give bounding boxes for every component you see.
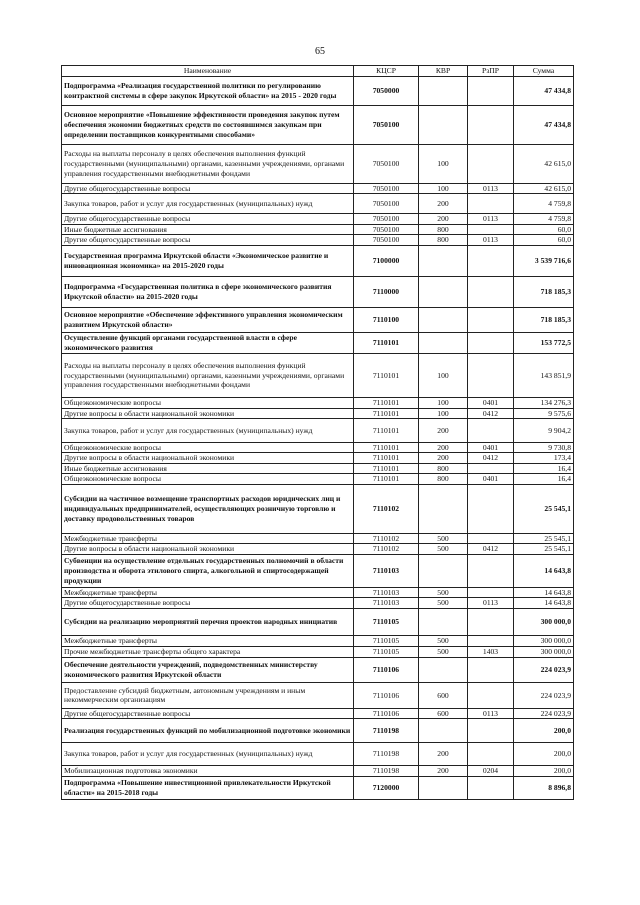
row-sum-cell: 200,0 (514, 742, 574, 766)
row-kvr-cell (419, 308, 468, 333)
row-rzpr-cell (468, 554, 514, 587)
row-rzpr-cell: 0412 (468, 408, 514, 419)
row-name-cell: Прочие межбюджетные трансферты общего характера (62, 647, 354, 658)
table-row (62, 194, 574, 214)
row-name-cell: Иные бюджетные ассигнования (62, 224, 354, 235)
table-body (62, 76, 574, 800)
row-name-cell: Подпрограмма «Государственная политика в сфере экономического развития Иркутской области» на 2015-2020 годы (62, 276, 354, 307)
column-header-rzpr: РзПР (468, 66, 514, 77)
row-name-cell: Реализация государственных функций по мобилизационной подготовке экономики (62, 719, 354, 743)
table-row (62, 485, 574, 534)
row-rzpr-cell (468, 144, 514, 183)
row-name-cell: Субсидии на частичное возмещение транспортных расходов юридических лиц и индивидуальных предпринимателей, осуществляющих розничную торговлю и доставку продовольственных товаров (62, 485, 354, 534)
row-rzpr-cell (468, 194, 514, 214)
row-kvr-cell (419, 609, 468, 636)
table-row (62, 332, 574, 354)
row-kvr-cell: 500 (419, 636, 468, 647)
row-rzpr-cell (468, 657, 514, 682)
row-kvr-cell (419, 776, 468, 800)
row-kcsr-cell: 7110103 (354, 587, 419, 598)
column-header-sum: Сумма (514, 66, 574, 77)
row-kcsr-cell: 7110101 (354, 408, 419, 419)
row-rzpr-cell (468, 308, 514, 333)
row-rzpr-cell: 0113 (468, 235, 514, 246)
row-kcsr-cell: 7110106 (354, 683, 419, 708)
row-sum-cell: 224 023,9 (514, 683, 574, 708)
row-kvr-cell: 200 (419, 419, 468, 443)
row-rzpr-cell (468, 105, 514, 144)
row-sum-cell: 300 000,0 (514, 609, 574, 636)
table-row (62, 719, 574, 743)
row-rzpr-cell (468, 76, 514, 105)
row-rzpr-cell: 0113 (468, 183, 514, 194)
table-row (62, 453, 574, 464)
row-kvr-cell: 800 (419, 224, 468, 235)
row-sum-cell: 300 000,0 (514, 636, 574, 647)
row-kvr-cell: 500 (419, 647, 468, 658)
row-sum-cell: 9 575,6 (514, 408, 574, 419)
row-rzpr-cell: 1403 (468, 647, 514, 658)
row-sum-cell: 143 851,9 (514, 354, 574, 398)
table-row (62, 708, 574, 719)
table-row (62, 647, 574, 658)
row-kcsr-cell: 7110101 (354, 463, 419, 474)
row-name-cell: Другие общегосударственные вопросы (62, 213, 354, 224)
table-header-row (62, 66, 574, 77)
table-row (62, 598, 574, 609)
row-kcsr-cell: 7110103 (354, 598, 419, 609)
row-kvr-cell (419, 76, 468, 105)
row-sum-cell: 25 545,1 (514, 544, 574, 555)
row-rzpr-cell (468, 776, 514, 800)
row-kvr-cell: 200 (419, 766, 468, 777)
row-kcsr-cell: 7050100 (354, 144, 419, 183)
row-kcsr-cell: 7050100 (354, 194, 419, 214)
page-number: 65 (315, 46, 325, 57)
row-name-cell: Общеэкономические вопросы (62, 397, 354, 408)
row-sum-cell: 200,0 (514, 766, 574, 777)
row-sum-cell: 9 730,8 (514, 442, 574, 453)
row-kcsr-cell: 7110101 (354, 453, 419, 464)
row-sum-cell: 153 772,5 (514, 332, 574, 354)
row-kvr-cell (419, 245, 468, 276)
row-name-cell: Закупка товаров, работ и услуг для государственных (муниципальных) нужд (62, 742, 354, 766)
row-sum-cell: 16,4 (514, 463, 574, 474)
row-sum-cell: 14 643,8 (514, 598, 574, 609)
row-kcsr-cell: 7110198 (354, 719, 419, 743)
row-kcsr-cell: 7110101 (354, 419, 419, 443)
table-row (62, 474, 574, 485)
row-rzpr-cell: 0401 (468, 397, 514, 408)
row-kcsr-cell: 7110102 (354, 544, 419, 555)
row-kcsr-cell: 7110106 (354, 708, 419, 719)
row-rzpr-cell (468, 719, 514, 743)
row-sum-cell: 173,4 (514, 453, 574, 464)
row-kvr-cell: 800 (419, 474, 468, 485)
table-row (62, 276, 574, 307)
row-kvr-cell: 500 (419, 598, 468, 609)
row-sum-cell: 224 023,9 (514, 708, 574, 719)
row-kcsr-cell: 7110105 (354, 647, 419, 658)
row-name-cell: Общеэкономические вопросы (62, 474, 354, 485)
row-rzpr-cell: 0113 (468, 598, 514, 609)
row-kvr-cell (419, 657, 468, 682)
row-kvr-cell: 100 (419, 397, 468, 408)
row-sum-cell: 14 643,8 (514, 587, 574, 598)
table-row (62, 609, 574, 636)
row-sum-cell: 300 000,0 (514, 647, 574, 658)
row-name-cell: Мобилизационная подготовка экономики (62, 766, 354, 777)
row-name-cell: Расходы на выплаты персоналу в целях обеспечения выполнения функций государственными (муниципальными) органами, казенными учреждениями, органами управления государственными внебюджетными фондами (62, 144, 354, 183)
row-rzpr-cell (468, 276, 514, 307)
row-kcsr-cell: 7050000 (354, 76, 419, 105)
row-kcsr-cell: 7110106 (354, 657, 419, 682)
row-name-cell: Другие общегосударственные вопросы (62, 235, 354, 246)
row-kcsr-cell: 7110101 (354, 397, 419, 408)
row-kcsr-cell: 7120000 (354, 776, 419, 800)
row-name-cell: Субвенции на осуществление отдельных государственных полномочий в области производства и оборота этилового спирта, алкогольной и спиртосодержащей продукции (62, 554, 354, 587)
column-header-name: Наименование (62, 66, 354, 77)
row-kcsr-cell: 7110105 (354, 636, 419, 647)
row-name-cell: Другие вопросы в области национальной экономики (62, 544, 354, 555)
row-rzpr-cell: 0113 (468, 213, 514, 224)
row-name-cell: Другие общегосударственные вопросы (62, 183, 354, 194)
row-name-cell: Закупка товаров, работ и услуг для государственных (муниципальных) нужд (62, 419, 354, 443)
row-name-cell: Иные бюджетные ассигнования (62, 463, 354, 474)
row-kvr-cell: 200 (419, 194, 468, 214)
row-sum-cell: 14 643,8 (514, 554, 574, 587)
row-sum-cell: 3 539 716,6 (514, 245, 574, 276)
row-rzpr-cell (468, 636, 514, 647)
row-name-cell: Субсидии на реализацию мероприятий перечня проектов народных инициатив (62, 609, 354, 636)
row-name-cell: Предоставление субсидий бюджетным, автономным учреждениям и иным некоммерческим организациям (62, 683, 354, 708)
table-row (62, 76, 574, 105)
row-kcsr-cell: 7110101 (354, 354, 419, 398)
row-rzpr-cell: 0204 (468, 766, 514, 777)
table-row (62, 397, 574, 408)
row-kcsr-cell: 7110101 (354, 474, 419, 485)
row-kvr-cell (419, 719, 468, 743)
row-sum-cell: 25 545,1 (514, 533, 574, 544)
row-kvr-cell (419, 485, 468, 534)
row-kvr-cell (419, 276, 468, 307)
table-row (62, 742, 574, 766)
table-row (62, 463, 574, 474)
table-row (62, 183, 574, 194)
table-row (62, 224, 574, 235)
row-name-cell: Межбюджетные трансферты (62, 587, 354, 598)
row-rzpr-cell (468, 463, 514, 474)
row-rzpr-cell (468, 609, 514, 636)
row-kcsr-cell: 7110101 (354, 332, 419, 354)
row-rzpr-cell (468, 332, 514, 354)
row-sum-cell: 47 434,8 (514, 105, 574, 144)
row-sum-cell: 25 545,1 (514, 485, 574, 534)
row-rzpr-cell (468, 485, 514, 534)
row-rzpr-cell: 0412 (468, 544, 514, 555)
row-name-cell: Основное мероприятие «Обеспечение эффективного управления экономическим развитием Иркутской области» (62, 308, 354, 333)
row-rzpr-cell (468, 224, 514, 235)
row-sum-cell: 4 759,8 (514, 194, 574, 214)
table-row (62, 442, 574, 453)
row-name-cell: Общеэкономические вопросы (62, 442, 354, 453)
row-kvr-cell: 100 (419, 354, 468, 398)
row-kvr-cell: 500 (419, 587, 468, 598)
table-row (62, 245, 574, 276)
table-row (62, 408, 574, 419)
budget-table (61, 65, 574, 800)
row-sum-cell: 42 615,0 (514, 183, 574, 194)
table-row (62, 544, 574, 555)
row-name-cell: Подпрограмма «Реализация государственной политики по регулированию контрактной системы в сфере закупок Иркутской области» на 2015 - 2020 годы (62, 76, 354, 105)
row-sum-cell: 4 759,8 (514, 213, 574, 224)
row-kcsr-cell: 7050100 (354, 235, 419, 246)
row-sum-cell: 60,0 (514, 224, 574, 235)
row-kvr-cell: 100 (419, 183, 468, 194)
row-rzpr-cell (468, 742, 514, 766)
row-sum-cell: 16,4 (514, 474, 574, 485)
row-name-cell: Расходы на выплаты персоналу в целях обеспечения выполнения функций государственными (муниципальными) органами, казенными учреждениями, органами управления государственными внебюджетными фондами (62, 354, 354, 398)
row-sum-cell: 8 896,8 (514, 776, 574, 800)
row-kvr-cell (419, 554, 468, 587)
row-sum-cell: 42 615,0 (514, 144, 574, 183)
table-row (62, 766, 574, 777)
row-rzpr-cell (468, 533, 514, 544)
table-row (62, 554, 574, 587)
row-kcsr-cell: 7110198 (354, 766, 419, 777)
row-kcsr-cell: 7110103 (354, 554, 419, 587)
row-kcsr-cell: 7050100 (354, 105, 419, 144)
row-kvr-cell: 600 (419, 683, 468, 708)
table-row (62, 213, 574, 224)
row-name-cell: Государственная программа Иркутской области «Экономическое развитие и инновационная экономика» на 2015-2020 годы (62, 245, 354, 276)
row-name-cell: Другие общегосударственные вопросы (62, 598, 354, 609)
column-header-kcsr: КЦСР (354, 66, 419, 77)
column-header-kvr: КВР (419, 66, 468, 77)
row-sum-cell: 134 276,3 (514, 397, 574, 408)
row-sum-cell: 9 904,2 (514, 419, 574, 443)
row-rzpr-cell: 0401 (468, 442, 514, 453)
table-row (62, 657, 574, 682)
row-kvr-cell: 200 (419, 442, 468, 453)
row-kcsr-cell: 7110102 (354, 533, 419, 544)
row-kvr-cell: 100 (419, 408, 468, 419)
row-kcsr-cell: 7110105 (354, 609, 419, 636)
row-kvr-cell: 200 (419, 213, 468, 224)
row-sum-cell: 60,0 (514, 235, 574, 246)
row-kvr-cell: 800 (419, 235, 468, 246)
table-row (62, 419, 574, 443)
row-kvr-cell: 500 (419, 544, 468, 555)
row-kvr-cell (419, 105, 468, 144)
row-name-cell: Закупка товаров, работ и услуг для государственных (муниципальных) нужд (62, 194, 354, 214)
row-name-cell: Обеспечение деятельности учреждений, подведомственных министерству экономического развития Иркутской области (62, 657, 354, 682)
table-row (62, 354, 574, 398)
row-kcsr-cell: 7050100 (354, 213, 419, 224)
table-row (62, 144, 574, 183)
row-sum-cell: 47 434,8 (514, 76, 574, 105)
row-rzpr-cell (468, 587, 514, 598)
table-row (62, 636, 574, 647)
row-name-cell: Подпрограмма «Повышение инвестиционной привлекательности Иркутской области» на 2015-2018 годы (62, 776, 354, 800)
row-kcsr-cell: 7110101 (354, 442, 419, 453)
row-name-cell: Межбюджетные трансферты (62, 533, 354, 544)
row-sum-cell: 718 185,3 (514, 308, 574, 333)
row-rzpr-cell (468, 245, 514, 276)
row-kvr-cell (419, 332, 468, 354)
table-row (62, 105, 574, 144)
row-kcsr-cell: 7050100 (354, 183, 419, 194)
row-name-cell: Основное мероприятие «Повышение эффективности проведения закупок путем обеспечения экономии бюджетных средств по состоявшимся закупкам при определении поставщиков конкурентными способами» (62, 105, 354, 144)
row-name-cell: Другие вопросы в области национальной экономики (62, 453, 354, 464)
row-sum-cell: 200,0 (514, 719, 574, 743)
row-name-cell: Межбюджетные трансферты (62, 636, 354, 647)
table-row (62, 776, 574, 800)
row-kcsr-cell: 7110000 (354, 276, 419, 307)
row-kvr-cell: 800 (419, 463, 468, 474)
table-row (62, 533, 574, 544)
row-kvr-cell: 200 (419, 742, 468, 766)
row-kvr-cell: 200 (419, 453, 468, 464)
table-row (62, 308, 574, 333)
row-rzpr-cell: 0412 (468, 453, 514, 464)
table-row (62, 235, 574, 246)
row-rzpr-cell (468, 354, 514, 398)
row-sum-cell: 718 185,3 (514, 276, 574, 307)
row-kcsr-cell: 7110100 (354, 308, 419, 333)
row-kcsr-cell: 7110198 (354, 742, 419, 766)
row-rzpr-cell (468, 683, 514, 708)
row-rzpr-cell: 0401 (468, 474, 514, 485)
row-kcsr-cell: 7100000 (354, 245, 419, 276)
row-name-cell: Осуществление функций органами государственной власти в сфере экономического развития (62, 332, 354, 354)
row-kvr-cell: 500 (419, 533, 468, 544)
table-row (62, 587, 574, 598)
row-name-cell: Другие общегосударственные вопросы (62, 708, 354, 719)
row-kvr-cell: 600 (419, 708, 468, 719)
row-kcsr-cell: 7050100 (354, 224, 419, 235)
row-rzpr-cell (468, 419, 514, 443)
row-sum-cell: 224 023,9 (514, 657, 574, 682)
table-row (62, 683, 574, 708)
row-rzpr-cell: 0113 (468, 708, 514, 719)
row-kcsr-cell: 7110102 (354, 485, 419, 534)
row-kvr-cell: 100 (419, 144, 468, 183)
row-name-cell: Другие вопросы в области национальной экономики (62, 408, 354, 419)
